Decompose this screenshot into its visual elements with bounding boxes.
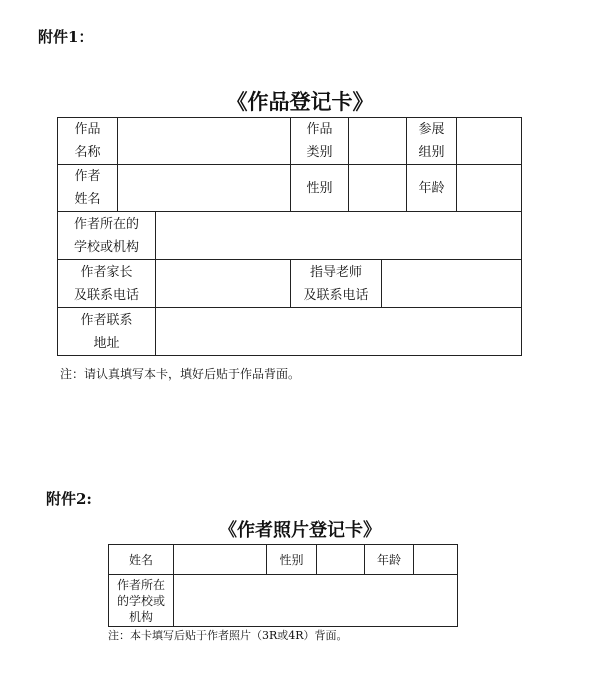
address-field[interactable] xyxy=(156,308,522,356)
address-label: 作者联系 地址 xyxy=(58,308,156,356)
gender-label: 性别 xyxy=(291,165,349,212)
parent-contact-label: 作者家长 及联系电话 xyxy=(58,260,156,308)
author-name-label: 作者 姓名 xyxy=(58,165,118,212)
age-field-2[interactable] xyxy=(414,545,458,575)
registration-card-note: 注：请认真填写本卡，填好后贴于作品背面。 xyxy=(60,367,301,381)
gender-field-2[interactable] xyxy=(317,545,365,575)
age-label: 年龄 xyxy=(407,165,457,212)
author-name-field[interactable] xyxy=(118,165,291,212)
group-label: 参展 组别 xyxy=(407,118,457,165)
photo-card-note: 注：本卡填写后贴于作者照片（3R或4R）背面。 xyxy=(108,629,348,642)
attachment-1-label: 附件1： xyxy=(38,28,94,46)
photo-card-table xyxy=(108,544,458,627)
gender-field[interactable] xyxy=(349,165,407,212)
attachment-2-label: 附件2: xyxy=(46,490,92,508)
name-label: 姓名 xyxy=(109,545,174,575)
work-name-field[interactable] xyxy=(118,118,291,165)
teacher-contact-label: 指导老师 及联系电话 xyxy=(291,260,382,308)
school-label-2: 作者所在 的学校或 机构 xyxy=(109,575,174,627)
registration-card-title: 《作品登记卡》 xyxy=(226,89,374,114)
teacher-contact-field[interactable] xyxy=(382,260,522,308)
age-label-2: 年龄 xyxy=(365,545,414,575)
group-field[interactable] xyxy=(457,118,522,165)
gender-label-2: 性别 xyxy=(267,545,317,575)
work-category-label: 作品 类别 xyxy=(291,118,349,165)
school-label: 作者所在的 学校或机构 xyxy=(58,212,156,260)
work-category-field[interactable] xyxy=(349,118,407,165)
work-name-label: 作品 名称 xyxy=(58,118,118,165)
school-field-2[interactable] xyxy=(174,575,458,627)
parent-contact-field[interactable] xyxy=(156,260,291,308)
photo-card-title: 《作者照片登记卡》 xyxy=(219,520,381,541)
age-field[interactable] xyxy=(457,165,522,212)
name-field[interactable] xyxy=(174,545,267,575)
school-field[interactable] xyxy=(156,212,522,260)
registration-card-table xyxy=(57,117,522,356)
